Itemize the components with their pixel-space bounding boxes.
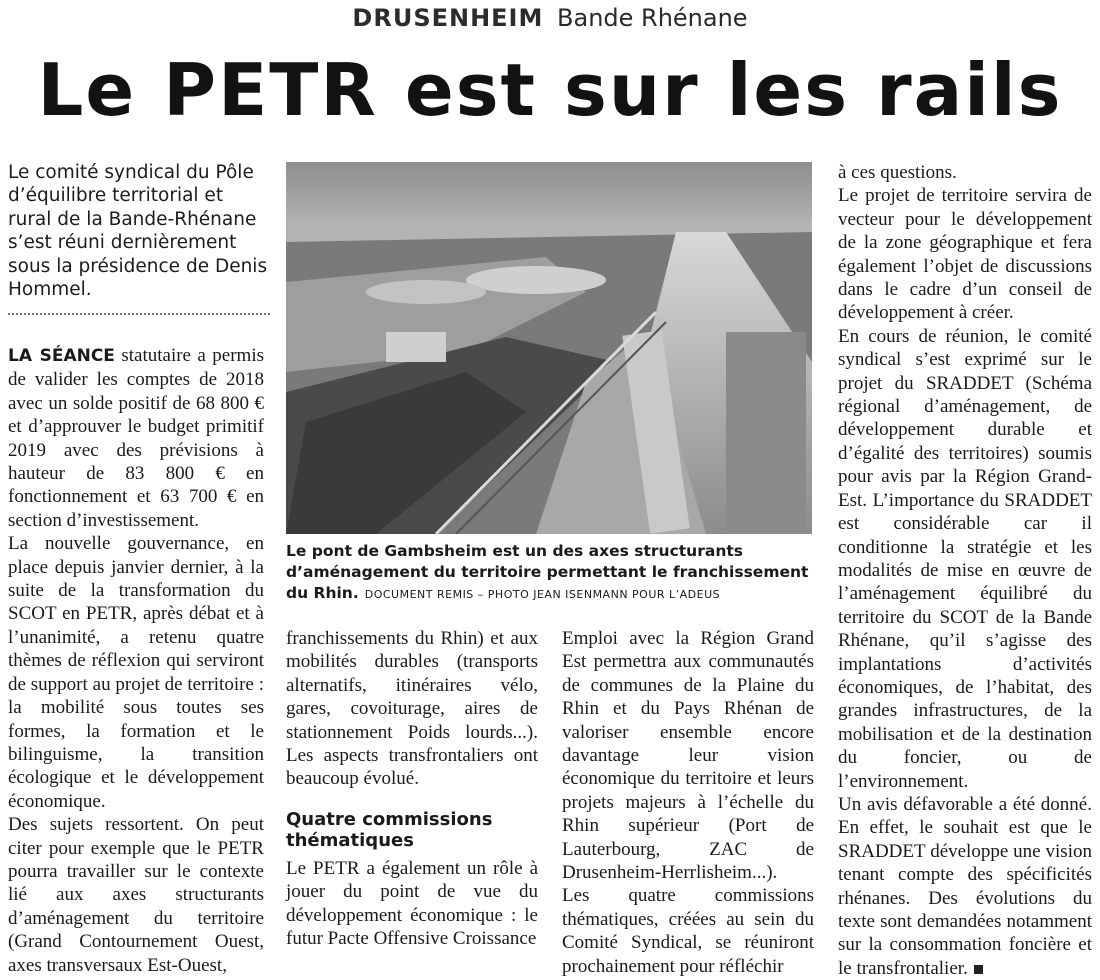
standfirst: Le comité syndical du Pôle d’équilibre territorial et rural de la Bande-Rhénane s’est réuni dernièrement sous la présidence de Denis Hommel. — [8, 162, 268, 301]
paragraph-6: Emploi avec la Région Grand Est permettra aux communautés de communes de la Plaine du Rhin et du Pays Rhénan de valoriser ensemble encore davantage leur vision économique du territoire et leurs projets majeurs à l’échelle du Rhin supérieur (Port de Lauterbourg, ZAC de Drusenheim-Herrlisheim...). — [562, 628, 814, 884]
subheading: Quatre commissions thématiques — [286, 808, 493, 851]
paragraph-7: Les quatre commissions thématiques, créées au sein du Comité Syndical, se réuniront prochainement pour réfléchir — [562, 885, 814, 977]
paragraph-3: Des sujets ressortent. On peut citer pour exemple que le PETR pourra travailler sur le contexte lié aux axes structurants d’aménagement du territoire (Grand Contournement Ouest, axes transversaux Est-Ouest, — [8, 814, 264, 976]
end-mark — [974, 965, 983, 974]
column-4 — [838, 161, 1092, 980]
kicker-location: DRUSENHEIM — [352, 4, 544, 32]
paragraph-9: Le projet de territoire servira de vecteur pour le développement de la zone géographique et fera également l’objet de discussions dans le cadre d’un conseil de développement à créer. — [838, 185, 1092, 324]
paragraph-1-text: statutaire a permis de valider les comptes de 2018 avec un solde positif de 68 800 € et d’approuver le budget primitif 2019 avec des prévisions à hauteur de 83 800 € en fonctionnement et 63 700 € en section d’investissement. — [8, 345, 264, 531]
photo-credit: DOCUMENT REMIS – PHOTO JEAN ISENMANN POUR L’ADEUS — [364, 588, 721, 601]
kicker — [0, 2, 1100, 34]
paragraph-8: à ces questions. — [838, 162, 957, 183]
paragraph-11 — [838, 793, 1092, 980]
headline: Le PETR est sur les rails — [37, 48, 1063, 132]
standfirst-divider — [8, 313, 270, 316]
paragraph-1 — [8, 344, 264, 532]
aerial-photo-image — [286, 162, 812, 534]
paragraph-5: Le PETR a également un rôle à jouer du point de vue du développement économique : le futur Pacte Offensive Croissance — [286, 857, 538, 950]
article-photo — [286, 162, 812, 534]
lead-in: LA SÉANCE — [8, 346, 115, 366]
photo-caption-text: Le pont de Gambsheim est un des axes structurants d’aménagement du territoire permettant le franchissement du Rhin. — [286, 542, 809, 602]
column-3 — [562, 627, 814, 978]
column-2 — [286, 627, 538, 950]
paragraph-10: En cours de réunion, le comité syndical s’est exprimé sur le projet du SRADDET (Schéma régional d’aménagement, de développement durable et d’égalité des territoires) soumis pour avis par la Région Grand-Est. L’importance du SRADDET est considérable car il conditionne la stratégie et les modalités de mise en œuvre de l’aménagement équilibré du territoire du SCOT de la Bande Rhénane, qu’il s’agisse des implantations d’activités économiques, de l’habitat, des grandes infrastructures, de la mobilisation et de la destination du foncier, ou de l’environnement. — [838, 325, 1092, 792]
kicker-region: Bande Rhénane — [557, 4, 748, 32]
paragraph-2: La nouvelle gouvernance, en place depuis janvier dernier, à la suite de la transformation du SCOT en PETR, après débat et à l’unanimité, a retenu quatre thèmes de réflexion qui serviront de support au projet de territoire : la mobilité sous toutes ses formes, la formation et le bilinguisme, la transition écologique et le développement économique. — [8, 533, 264, 812]
paragraph-4: franchissements du Rhin) et aux mobilités durables (transports alternatifs, itinéraires vélo, gares, covoiturage, aires de stationnement Poids lourds...). Les aspects transfrontaliers ont beaucoup évolué. — [286, 628, 538, 790]
photo-caption — [286, 541, 816, 605]
paragraph-11-text: Un avis défavorable a été donné. En effet, le souhait est que le SRADDET développe une vision tenant compte des spécificités rhénanes. Des évolutions du texte sont demandées notamment sur la consommation foncière et le transfrontalier. — [838, 793, 1092, 979]
column-1 — [8, 344, 264, 977]
